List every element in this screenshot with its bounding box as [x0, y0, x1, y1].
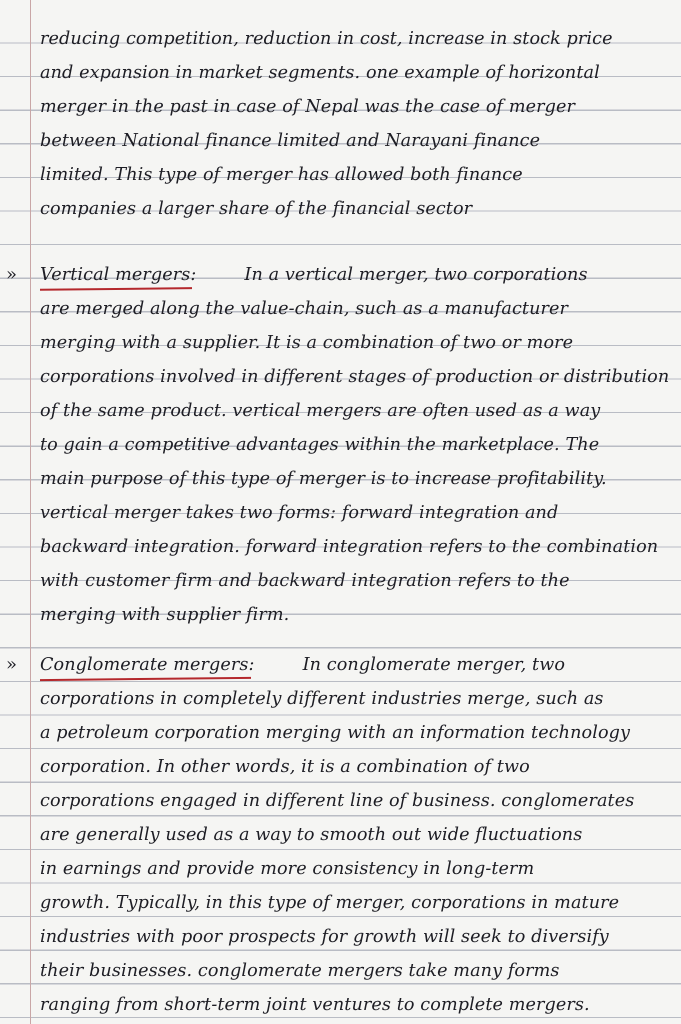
text-line: their businesses. conglomerate mergers take many forms	[40, 961, 560, 981]
text-line: companies a larger share of the financial sector	[40, 199, 473, 219]
text-line: vertical merger takes two forms: forward integration and	[40, 503, 559, 523]
text-line: backward integration. forward integration refers to the combination	[40, 537, 659, 557]
bullet-marker: »	[6, 654, 18, 675]
text-line: and expansion in market segments. one example of horizontal	[40, 63, 600, 83]
margin-line	[30, 0, 31, 1024]
section-vertical-first-line	[40, 258, 676, 292]
heading-vertical-mergers: Vertical mergers:	[40, 258, 196, 292]
text-line: growth. Typically, in this type of merger, corporations in mature	[40, 893, 620, 913]
text-line: with customer firm and backward integration refers to the	[40, 571, 570, 591]
text-segment: In a vertical merger, two corporations	[244, 265, 588, 285]
text-line: industries with poor prospects for growth will seek to diversify	[40, 927, 609, 947]
text-line: corporations in completely different industries merge, such as	[40, 689, 604, 709]
text-line: merging with a supplier. It is a combination of two or more	[40, 333, 574, 353]
text-line: main purpose of this type of merger is to increase profitability.	[40, 469, 607, 489]
text-line: of the same product. vertical mergers are often used as a way	[40, 401, 601, 421]
text-line: merging with supplier firm.	[40, 605, 290, 625]
text-line: ranging from short-term joint ventures to complete mergers.	[40, 995, 590, 1015]
heading-conglomerate-mergers: Conglomerate mergers:	[40, 648, 255, 682]
section-conglomerate-first-line	[40, 648, 676, 682]
text-line: to gain a competitive advantages within the marketplace. The	[40, 435, 600, 455]
text-line: corporations involved in different stages of production or distribution	[40, 367, 670, 387]
text-line: in earnings and provide more consistency in long-term	[40, 859, 535, 879]
bullet-marker: »	[6, 264, 18, 285]
text-line: are generally used as a way to smooth out wide fluctuations	[40, 825, 583, 845]
text-line: corporations engaged in different line of business. conglomerates	[40, 791, 635, 811]
text-line: merger in the past in case of Nepal was the case of merger	[40, 97, 576, 117]
text-segment: In conglomerate merger, two	[302, 655, 566, 675]
text-line: corporation. In other words, it is a combination of two	[40, 757, 530, 777]
text-line: reducing competition, reduction in cost, increase in stock price	[40, 29, 613, 49]
text-line: a petroleum corporation merging with an information technology	[40, 723, 631, 743]
text-line: are merged along the value-chain, such as a manufacturer	[40, 299, 569, 319]
text-line: between National finance limited and Narayani finance	[40, 131, 541, 151]
text-line: limited. This type of merger has allowed both finance	[40, 165, 523, 185]
